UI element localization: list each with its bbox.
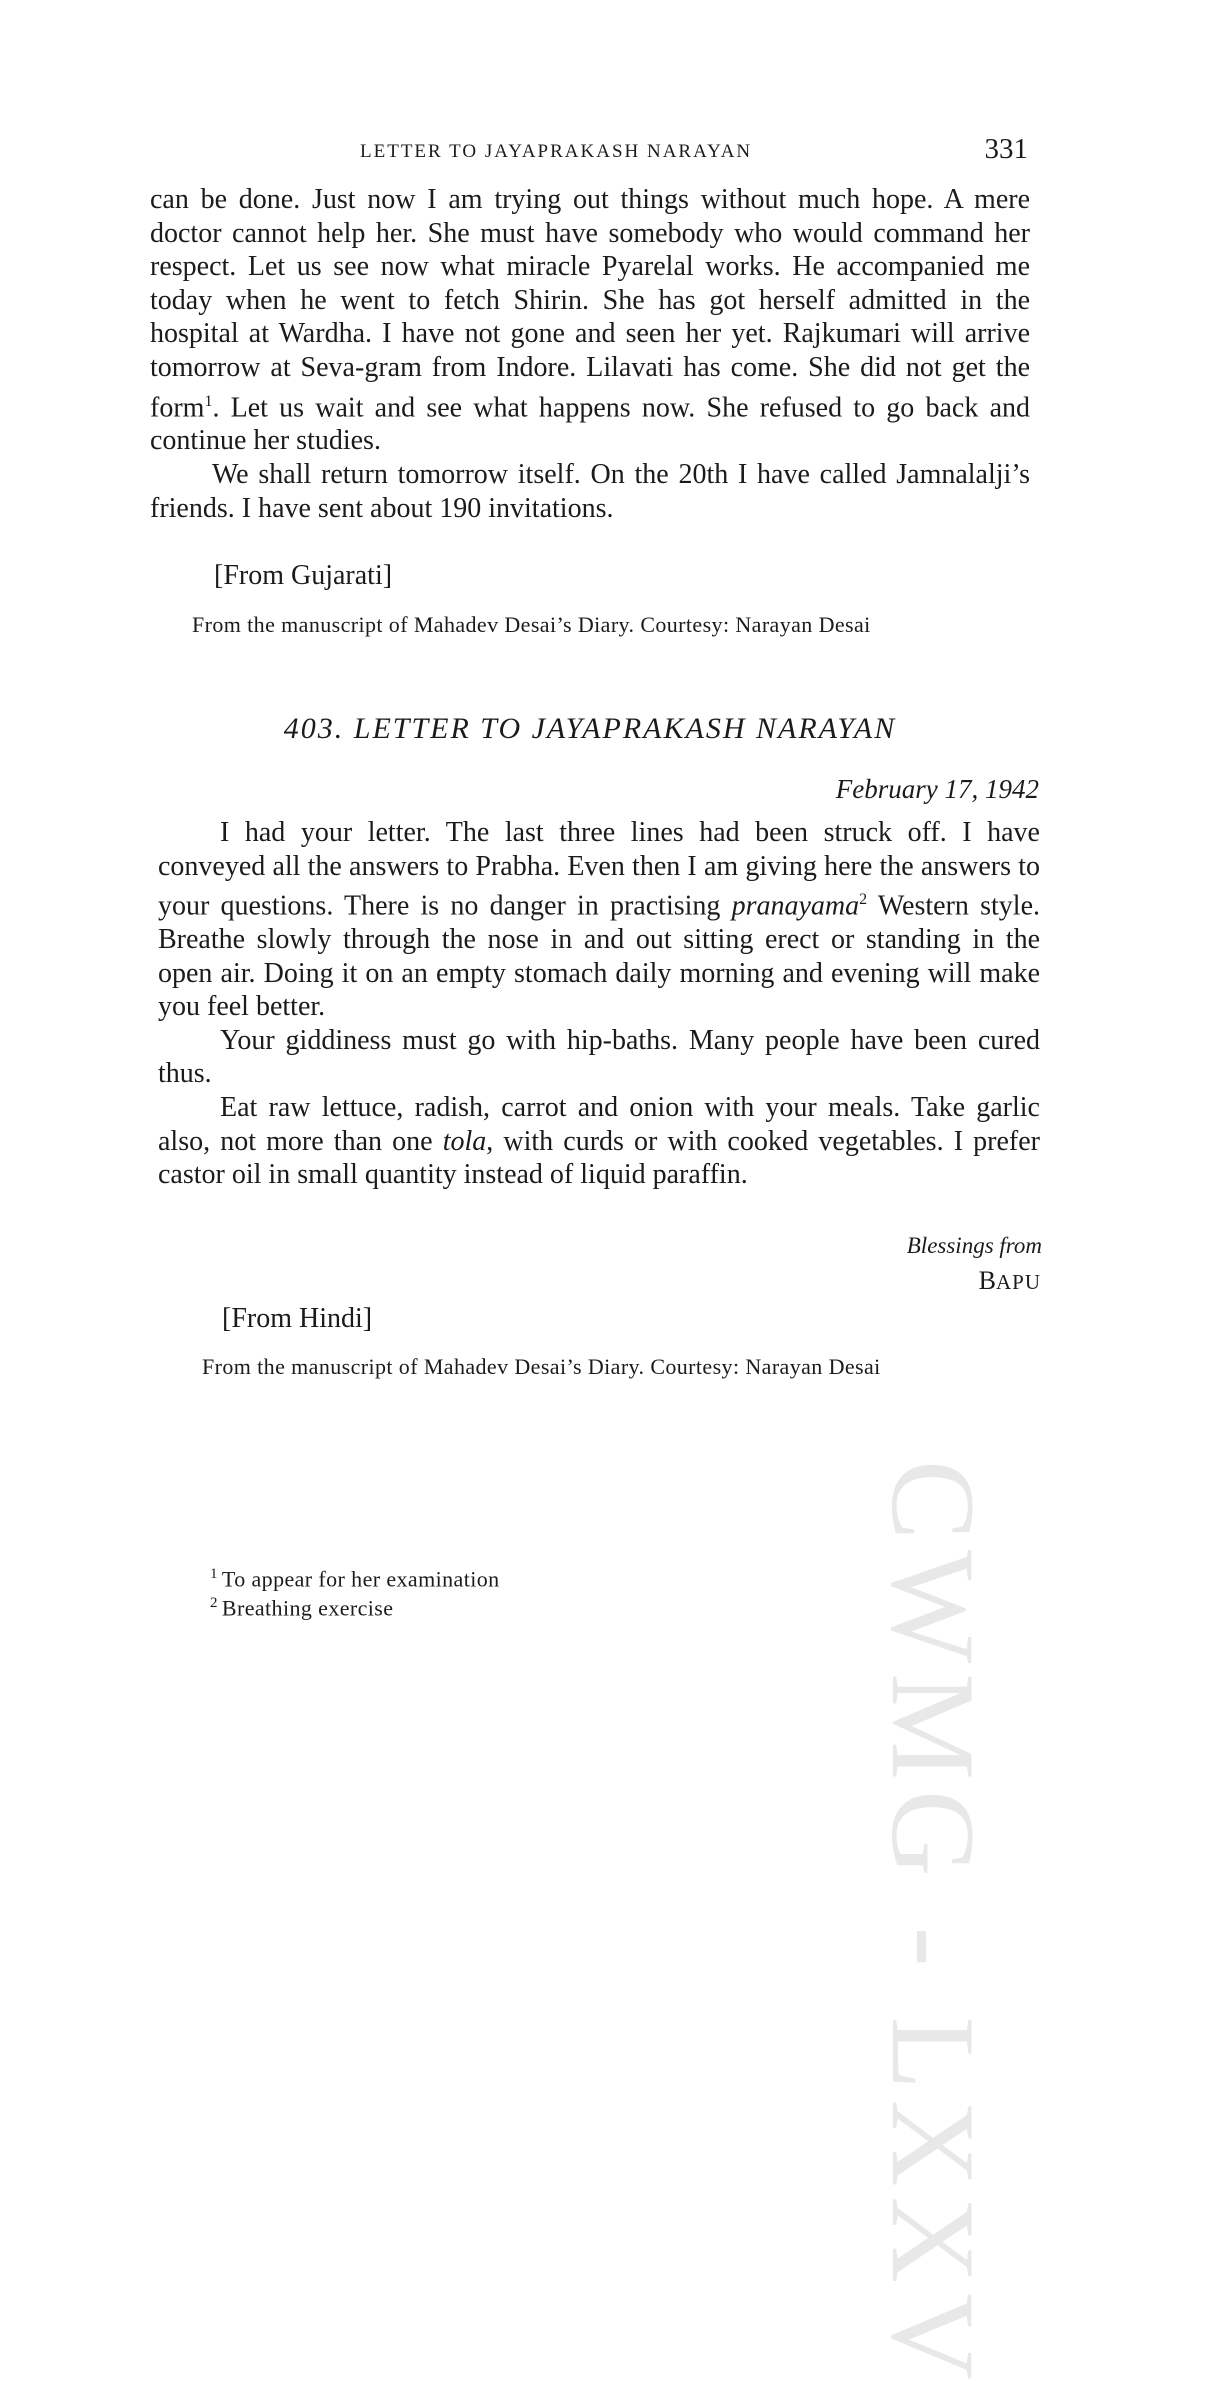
footnote: $^2$ Breathing exercise	[210, 1595, 394, 1621]
paragraph: I had your letter. The last three lines had been struck off. I have conveyed all the answers to Prabha. Even then I am giving here the answers to your questions. There is no danger in practising pranayama$^2$ Western style. Breathe slowly through the nose in and out sitting erect or standing in the open air. Doing it on an empty stomach daily morning and evening will make you feel better.	[158, 817, 1040, 1023]
footnote: $^1$ To appear for her examination	[210, 1566, 500, 1592]
signature-name: BAPU	[978, 1266, 1041, 1295]
running-head: LETTER TO JAYAPRAKASH NARAYAN	[360, 141, 753, 162]
from-note: [From Hindi]	[222, 1303, 373, 1334]
letter-body	[158, 816, 1040, 1192]
paragraph: Your giddiness must go with hip-baths. Many people have been cured thus.	[158, 1024, 1040, 1090]
signature-blessings: Blessings from	[906, 1233, 1042, 1258]
paragraph: We shall return tomorrow itself. On the 20th I have called Jamnalalji’s friends. I have sent about 190 invitations.	[150, 459, 1030, 524]
from-note: [From Gujarati]	[214, 560, 393, 591]
footnote-mark: 2	[859, 891, 868, 909]
page-number: 331	[984, 133, 1028, 165]
watermark: CWMG - LXXV	[867, 1460, 1000, 2390]
footnote-mark: 1	[204, 392, 213, 410]
source-note: From the manuscript of Mahadev Desai’s Diary. Courtesy: Narayan Desai	[202, 1354, 881, 1379]
source-note: From the manuscript of Mahadev Desai’s Diary. Courtesy: Narayan Desai	[192, 612, 871, 637]
letter-title: 403. LETTER TO JAYAPRAKASH NARAYAN	[283, 712, 897, 745]
previous-letter-continuation	[150, 183, 1030, 525]
paragraph: Eat raw lettuce, radish, carrot and onion with your meals. Take garlic also, not more than one tola, with curds or with cooked vegetables. I prefer castor oil in small quantity instead of liquid paraffin.	[158, 1092, 1040, 1191]
page-header	[150, 133, 1030, 173]
letter-date: February 17, 1942	[835, 774, 1039, 804]
paragraph: can be done. Just now I am trying out things without much hope. A mere doctor cannot help her. She must have somebody who would command her respect. Let us see now what miracle Pyarelal works. He accompanied me today when he went to fetch Shirin. She has got herself admitted in the hospital at Wardha. I have not gone and seen her yet. Rajkumari will arrive tomorrow at Seva-gram from Indore. Lilavati has come. She did not get the form$^1$. Let us wait and see what happens now. She refused to go back and continue her studies.	[150, 184, 1030, 457]
